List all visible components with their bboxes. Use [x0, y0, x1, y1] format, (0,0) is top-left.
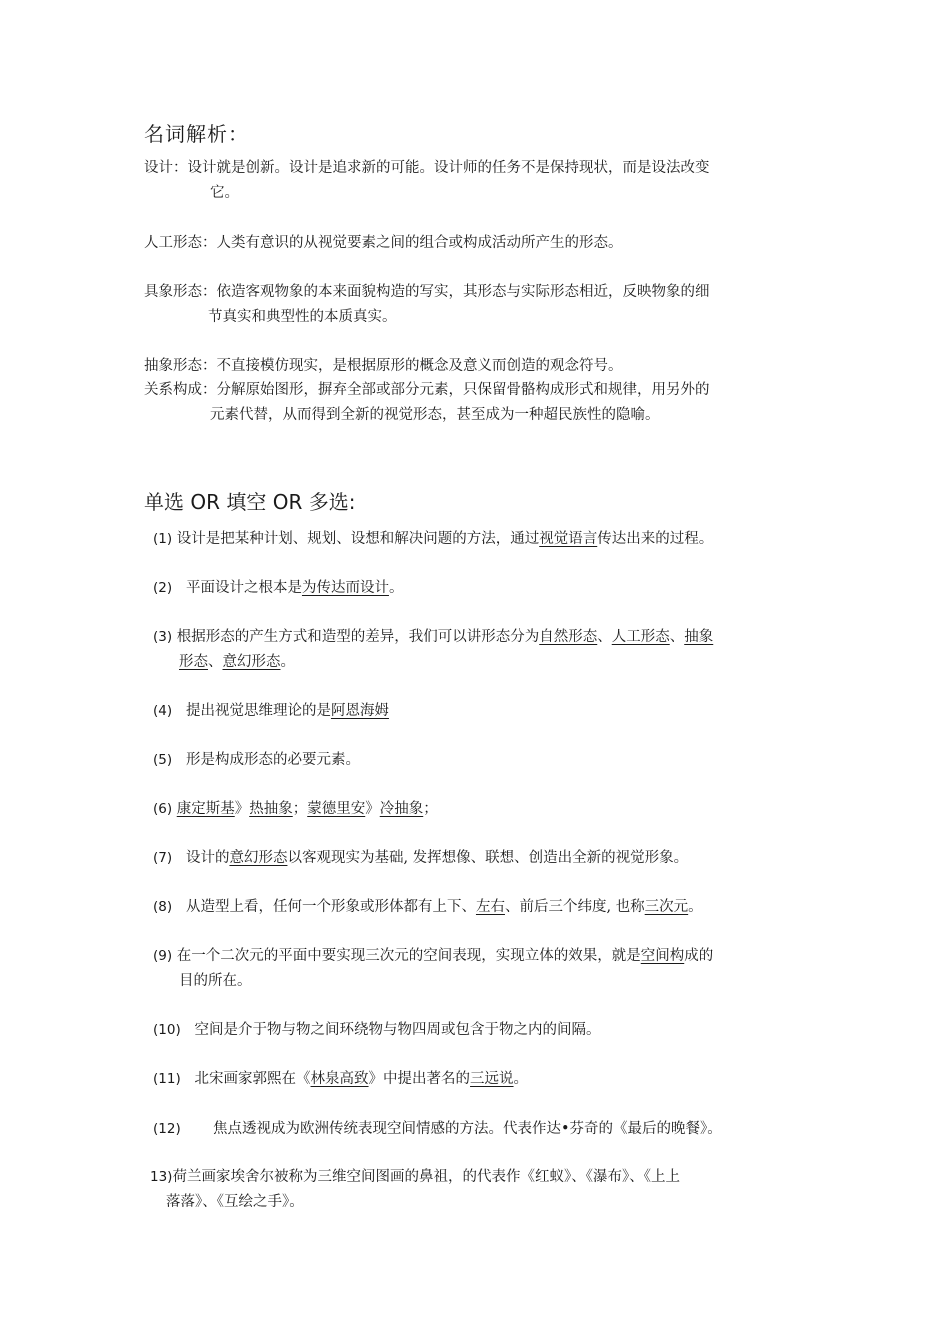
answer-underlined: 三次元	[644, 899, 689, 915]
answer-underlined: 自然形态	[539, 629, 598, 645]
question-13	[150, 1165, 810, 1215]
answer-underlined: 形态	[179, 654, 208, 670]
definition-continuation: 元素代替，从而得到全新的视觉形态，甚至成为一种超民族性的隐喻。	[210, 407, 660, 423]
question-text: 平面设计之根本是	[185, 580, 302, 596]
question-3	[153, 625, 813, 675]
question-text: 空间是介于物与物之间环绕物与物四周或包含于物之内的间隔。	[194, 1022, 601, 1038]
question-text: 成的	[684, 948, 714, 964]
question-8	[153, 895, 813, 920]
separator: ；	[292, 801, 308, 817]
question-number: (6)	[153, 801, 173, 817]
definition-artificial-form	[144, 231, 809, 256]
question-text: 。	[513, 1071, 529, 1087]
answer-underlined: 左右	[475, 899, 505, 915]
question-text: 形是构成形态的必要元素。	[185, 752, 360, 768]
question-5	[153, 748, 813, 773]
question-text: 设计的	[185, 850, 230, 866]
question-text: 北宋画家郭熙在《	[194, 1071, 311, 1087]
question-text: ；	[423, 801, 438, 817]
definition-line: 设计：设计就是创新。设计是追求新的可能。设计师的任务不是保持现状，而是设法改变	[144, 160, 710, 176]
definition-line: 关系构成：分解原始图形，摒弃全部或部分元素，只保留骨骼构成形式和规律，用另外的	[144, 382, 710, 398]
answer-underlined: 冷抽象	[379, 801, 424, 817]
definition-relational-composition	[144, 378, 809, 428]
definition-line: 具象形态：依造客观物象的本来面貌构造的写实，其形态与实际形态相近，反映物象的细	[144, 284, 710, 300]
question-1	[153, 527, 813, 552]
answer-underlined: 蒙德里安	[307, 801, 366, 817]
question-number: (12)	[153, 1121, 181, 1137]
definition-line: 抽象形态：不直接模仿现实，是根据原形的概念及意义而创造的观念符号。	[144, 358, 623, 374]
question-text: 。	[280, 654, 295, 670]
definition-line: 人工形态：人类有意识的从视觉要素之间的组合或构成活动所产生的形态。	[144, 235, 623, 251]
answer-underlined: 热抽象	[249, 801, 293, 817]
answer-underlined: 三远说	[470, 1071, 514, 1087]
question-number: (1)	[153, 531, 173, 547]
question-number: (5)	[153, 752, 173, 768]
definition-concrete-form	[144, 280, 809, 330]
question-number: 13)	[150, 1169, 173, 1185]
section-title-glossary: 名词解析：	[144, 122, 249, 146]
question-number: (10)	[153, 1022, 181, 1038]
separator: 、	[669, 629, 685, 645]
answer-underlined: 空间构	[640, 948, 685, 964]
answer-underlined: 为传达而设计	[301, 580, 389, 596]
question-text: 从造型上看，任何一个形象或形体都有上下、	[185, 899, 476, 915]
separator: 、	[208, 654, 223, 670]
answer-underlined: 意幻形态	[222, 654, 281, 670]
question-number: (3)	[153, 629, 173, 645]
section-title-questions: 单选 OR 填空 OR 多选:	[144, 490, 356, 514]
question-11	[153, 1067, 813, 1092]
answer-underlined: 人工形态	[611, 629, 670, 645]
question-10	[153, 1018, 813, 1043]
question-number: (11)	[153, 1071, 181, 1087]
question-number: (4)	[153, 703, 173, 719]
separator: 》	[234, 801, 250, 817]
question-text: 焦点透视成为欧洲传统表现空间情感的方法。代表作达•芬奇的《最后的晚餐》。	[212, 1121, 722, 1137]
question-7	[153, 846, 813, 871]
question-number: (2)	[153, 580, 173, 596]
question-text: 。	[388, 580, 404, 596]
definition-continuation: 它。	[210, 185, 239, 201]
answer-underlined: 康定斯基	[176, 801, 235, 817]
question-text: 在一个二次元的平面中要实现三次元的空间表现，实现立体的效果，就是	[176, 948, 641, 964]
answer-underlined: 意幻形态	[229, 850, 288, 866]
answer-underlined: 抽象	[684, 629, 714, 645]
separator: 、	[597, 629, 612, 645]
question-number: (8)	[153, 899, 173, 915]
question-continuation: 目的所在。	[179, 973, 252, 989]
definition-design	[144, 156, 809, 206]
question-text: 。	[688, 899, 703, 915]
question-text: 传达出来的过程。	[597, 531, 714, 547]
question-text: 设计是把某种计划、规划、设想和解决问题的方法，通过	[176, 531, 540, 547]
question-text: 根据形态的产生方式和造型的差异，我们可以讲形态分为	[176, 629, 540, 645]
question-6	[153, 797, 813, 822]
definition-continuation: 节真实和典型性的本质真实。	[208, 309, 397, 325]
question-text: 》中提出著名的	[368, 1071, 471, 1087]
definition-abstract-form	[144, 354, 809, 379]
question-4	[153, 699, 813, 724]
question-number: (9)	[153, 948, 173, 964]
question-continuation: 落落》、《互绘之手》。	[166, 1194, 304, 1210]
question-9	[153, 944, 813, 994]
question-text: 以客观现实为基础, 发挥想像、联想、创造出全新的视觉形象。	[287, 850, 689, 866]
question-text: 提出视觉思维理论的是	[185, 703, 331, 719]
answer-underlined: 视觉语言	[539, 531, 598, 547]
separator: 》	[365, 801, 380, 817]
question-text: 荷兰画家埃舍尔被称为三维空间图画的鼻祖，的代表作《红蚁》、《瀑布》、《上上	[172, 1169, 680, 1185]
answer-underlined: 林泉高致	[310, 1071, 369, 1087]
question-number: (7)	[153, 850, 173, 866]
question-text: 、前后三个纬度, 也称	[504, 899, 645, 915]
question-12	[153, 1117, 833, 1142]
answer-underlined: 阿恩海姆	[330, 703, 389, 719]
question-2	[153, 576, 813, 601]
